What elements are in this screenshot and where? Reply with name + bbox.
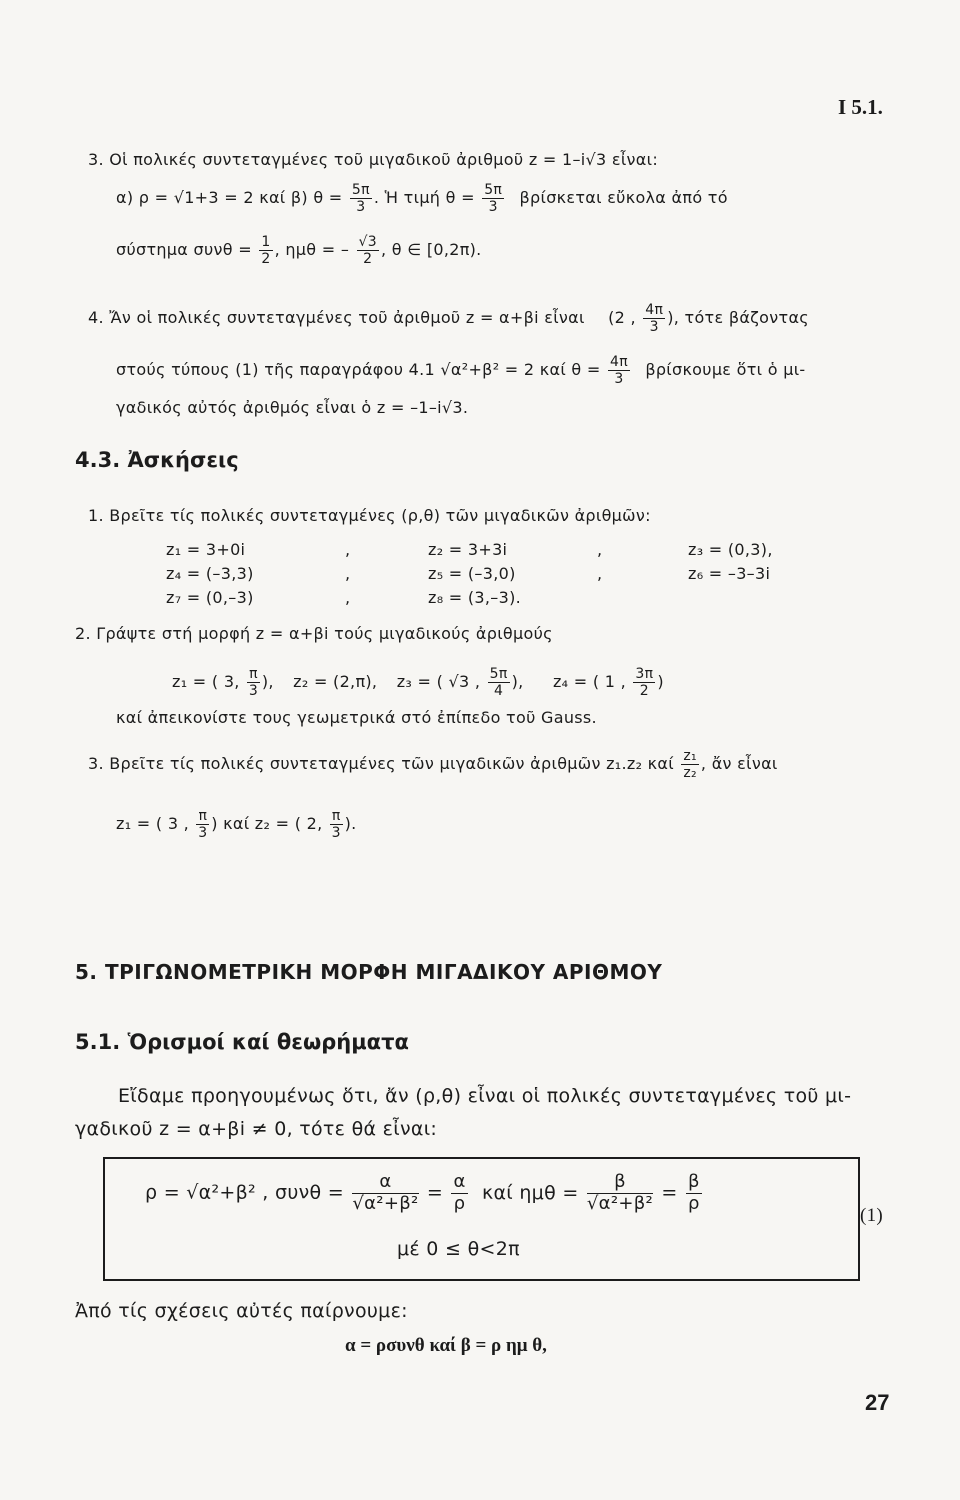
fraction-beta-sqrt: $\frac{\beta}{\text{√α²+β²}}$ [586,1171,654,1214]
ex1-sep: , [345,564,351,583]
fraction-alpha-sqrt: $\frac{\alpha}{\text{√α²+β²}}$ [352,1171,419,1214]
fraction-sqrt3-2: $\frac{√3}{2}$ [358,234,377,268]
item4-line1: 4. Ἄν οἱ πολικές συντεταγμένες τοῦ ἀριθμοῦ z = α+βi εἶναι (2 , $\frac{4\pi}{3}$ ), τότε βάζοντας [88,302,809,336]
ex3-text: 3. Βρεῖτε τίς πολικές συντεταγμένες τῶν μιγαδικῶν ἀριθμῶν z₁.z₂ καί $\frac{\text{z₁}}{\text{z₂}}$ , ἄν εἶναι [88,748,778,782]
formula-line: ρ = √α²+β² , συνθ = $\frac{\alpha}{\text{√α²+β²}}$ = $\frac{\alpha}{\rho}$ καί ημθ = $\frac{\beta}{\text{√α²+β²}}$ = $\frac{\beta}{\rho}$ [145,1171,700,1214]
fraction-3pi-2: $\frac{3\pi}{2}$ [635,666,654,700]
item3-line2 [116,182,728,215]
item4-line2: στούς τύπους (1) τῆς παραγράφου 4.1 √α²+β² = 2 καί θ = $\frac{4\pi}{3}$ βρίσκουμε ὅτι ὁ μι- [116,354,806,388]
fraction-5pi-3-b: $\frac{5\pi}{3}$ [484,182,503,216]
fraction-pi-3-b: $\frac{\pi}{3}$ [198,808,208,842]
fraction-z1-z2: $\frac{\text{z₁}}{\text{z₂}}$ [683,748,697,782]
fraction-beta-rho: $\frac{\beta}{\rho}$ [687,1171,700,1214]
ex1-z3: z₃ = (0,3), [688,540,773,559]
para3: Ἀπό τίς σχέσεις αὐτές παίρνουμε: [75,1300,408,1322]
fraction-4pi-3: $\frac{4\pi}{3}$ [645,302,664,336]
exercises-heading: 4.3. Ἀσκήσεις [75,448,239,472]
fraction-pi-3-c: $\frac{\pi}{3}$ [331,808,341,842]
ex1-z8: z₈ = (3,–3). [428,588,522,607]
chapter-subtitle: 5.1. Ὁρισμοί καί θεωρήματα [75,1030,409,1054]
ex1-sep: , [345,540,351,559]
chapter-title: 5. ΤΡΙΓΩΝΟΜΕΤΡΙΚΗ ΜΟΡΦΗ ΜΙΓΑΔΙΚΟΥ ΑΡΙΘΜΟΥ [75,960,663,984]
ex1-z6: z₆ = –3–3i [688,564,771,583]
fraction-1-2: $\frac{1}{2}$ [261,234,271,268]
ex2-text2: καί ἀπεικονίστε τους γεωμετρικά στό ἐπίπεδο τοῦ Gauss. [116,708,597,727]
fraction-5pi-3: $\frac{5\pi}{3}$ [351,182,370,216]
ex2-values: z₁ = ( 3, $\frac{\pi}{3}$ ), z₂ = (2,π), z₃ = ( √3 , $\frac{5\pi}{4}$ ), z₄ = ( 1 , $\frac{3\pi}{2}$ ) [172,666,664,700]
ex1-z4: z₄ = (–3,3) [166,564,254,583]
item3-line1: 3. Οἱ πολικές συντεταγμένες τοῦ μιγαδικοῦ ἀριθμοῦ z = 1–i√3 εἶναι: [88,150,659,169]
fraction-pi-3: $\frac{\pi}{3}$ [248,666,259,700]
item3-line3: σύστημα συνθ = $\frac{1}{2}$ , ημθ = – $\frac{√3}{2}$ , θ ∈ [0,2π). [116,234,482,268]
formula-condition: μέ 0 ≤ θ<2π [397,1238,520,1260]
item4-line3: γαδικός αὐτός ἀριθμός εἶναι ὁ z = –1–i√3. [116,398,469,417]
ex1-z5: z₅ = (–3,0) [428,564,516,583]
result-formula: α = ρσυνθ καί β = ρ ημ θ, [345,1335,547,1356]
para1: Εἴδαμε προηγουμένως ὅτι, ἄν (ρ,θ) εἶναι οἱ πολικές συντεταγμένες τοῦ μι- [118,1085,852,1107]
fraction-4pi-3-b: $\frac{4\pi}{3}$ [610,354,628,388]
ex1-sep: , [597,564,603,583]
ex2-text: 2. Γράψτε στή μορφή z = α+βi τούς μιγαδικούς ἀριθμούς [75,624,553,643]
para2: γαδικοῦ z = α+βi ≠ 0, τότε θά εἶναι: [75,1118,438,1140]
item3-line2-b: . Ἡ τιμή θ = [373,188,475,208]
item3-line2-c: βρίσκεται εὔκολα ἀπό τό [519,188,728,208]
page-number: 27 [865,1390,890,1415]
item3-line2-a: α) ρ = √1+3 = 2 καί β) θ = [116,188,343,208]
ex1-z7: z₇ = (0,–3) [166,588,254,607]
ex3-values: z₁ = ( 3 , $\frac{\pi}{3}$ ) καί z₂ = ( 2, $\frac{\pi}{3}$ ). [116,808,357,842]
ex1-sep: , [597,540,603,559]
fraction-alpha-rho: $\frac{\alpha}{\rho}$ [453,1171,466,1214]
ex1-z1: z₁ = 3+0i [166,540,246,559]
fraction-5pi-4: $\frac{5\pi}{4}$ [489,666,508,700]
ex1-sep: , [345,588,351,607]
ex1-text: 1. Βρεῖτε τίς πολικές συντεταγμένες (ρ,θ) τῶν μιγαδικῶν ἀριθμῶν: [88,506,651,525]
section-number: I 5.1. [838,95,883,119]
ex1-z2: z₂ = 3+3i [428,540,508,559]
formula-label: (1) [860,1205,884,1226]
